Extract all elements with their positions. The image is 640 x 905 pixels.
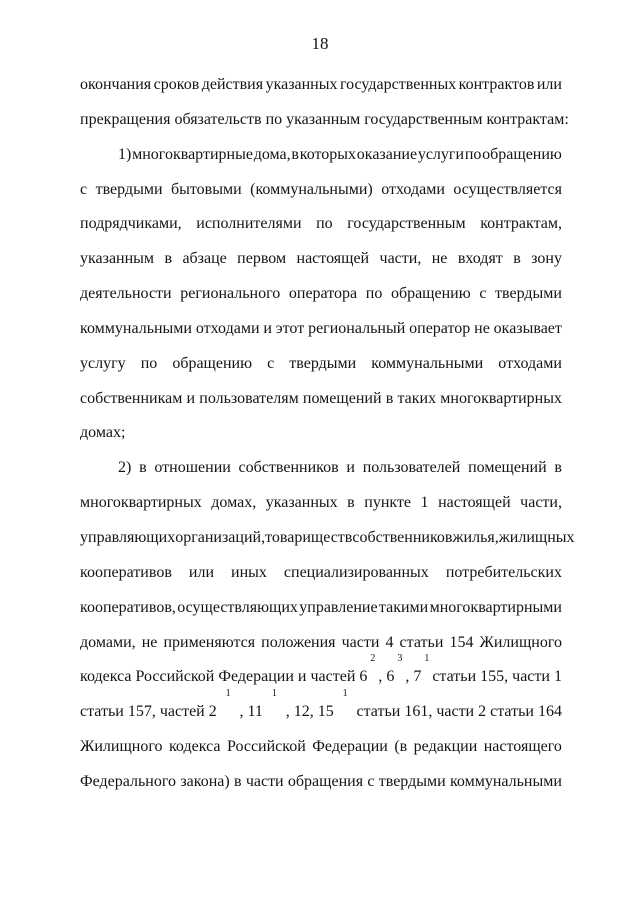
page-number: 18 — [311, 34, 329, 53]
text-line: кооперативов, осуществляющих управление такими многоквартирными — [80, 598, 562, 616]
text-line: услугу по обращению с твердыми коммунальными отходами — [80, 354, 562, 372]
text-line: домах; — [80, 424, 126, 442]
text-line-with-superscripts — [80, 688, 562, 730]
text-line: домами, не применяются положения части 4 статьи 154 Жилищного — [80, 633, 562, 651]
text-fragment: , 7 — [405, 668, 422, 686]
text-line: коммунальными отходами и этот региональный оператор не оказывает — [80, 319, 562, 337]
text-fragment: статьи 155, части 1 — [432, 668, 562, 686]
text-line: собственникам и пользователям помещений в таких многоквартирных — [80, 389, 562, 407]
superscript: 1 — [225, 688, 231, 700]
text-line: Жилищного кодекса Российской Федерации (в редакции настоящего — [80, 738, 562, 756]
superscript: 1 — [424, 653, 430, 665]
text-line: окончания сроков действия указанных государственных контрактов или — [80, 76, 562, 93]
text-line: деятельности регионального оператора по обращению с твердыми — [80, 285, 562, 303]
text-line: прекращения обязательств по указанным государственным контрактам: — [80, 110, 569, 128]
text-fragment: , 6 — [378, 668, 395, 686]
superscript: 1 — [271, 688, 277, 700]
text-fragment: кодекса Российской Федерации и частей 6 — [80, 668, 368, 686]
text-fragment: , 12, 15 — [285, 703, 334, 721]
text-line: указанным в абзаце первом настоящей части, не входят в зону — [80, 250, 562, 268]
text-line: с твердыми бытовыми (коммунальными) отходами осуществляется — [80, 180, 562, 198]
text-line: Федерального закона) в части обращения с твердыми коммунальными — [80, 772, 562, 790]
paragraph-start-line: 2) в отношении собственников и пользователей помещений в — [118, 459, 562, 477]
document-body — [80, 68, 575, 800]
text-fragment: статьи 161, части 2 статьи 164 — [356, 703, 562, 721]
text-line: подрядчиками, исполнителями по государственным контрактам, — [80, 215, 562, 233]
text-line: управляющих организаций, товариществ собственников жилья, жилищных — [80, 528, 575, 546]
paragraph-start-line: 1) многоквартирные дома, в которых оказание услуги по обращению — [118, 145, 562, 163]
text-fragment: , 11 — [239, 703, 263, 721]
text-line: кооперативов или иных специализированных потребительских — [80, 563, 562, 581]
text-fragment: статьи 157, частей 2 — [80, 703, 217, 721]
superscript: 1 — [342, 688, 348, 700]
text-line: многоквартирных домах, указанных в пункте 1 настоящей части, — [80, 494, 562, 512]
text-line-with-superscripts — [80, 653, 562, 695]
superscript: 2 — [370, 653, 376, 665]
superscript: 3 — [397, 653, 403, 665]
